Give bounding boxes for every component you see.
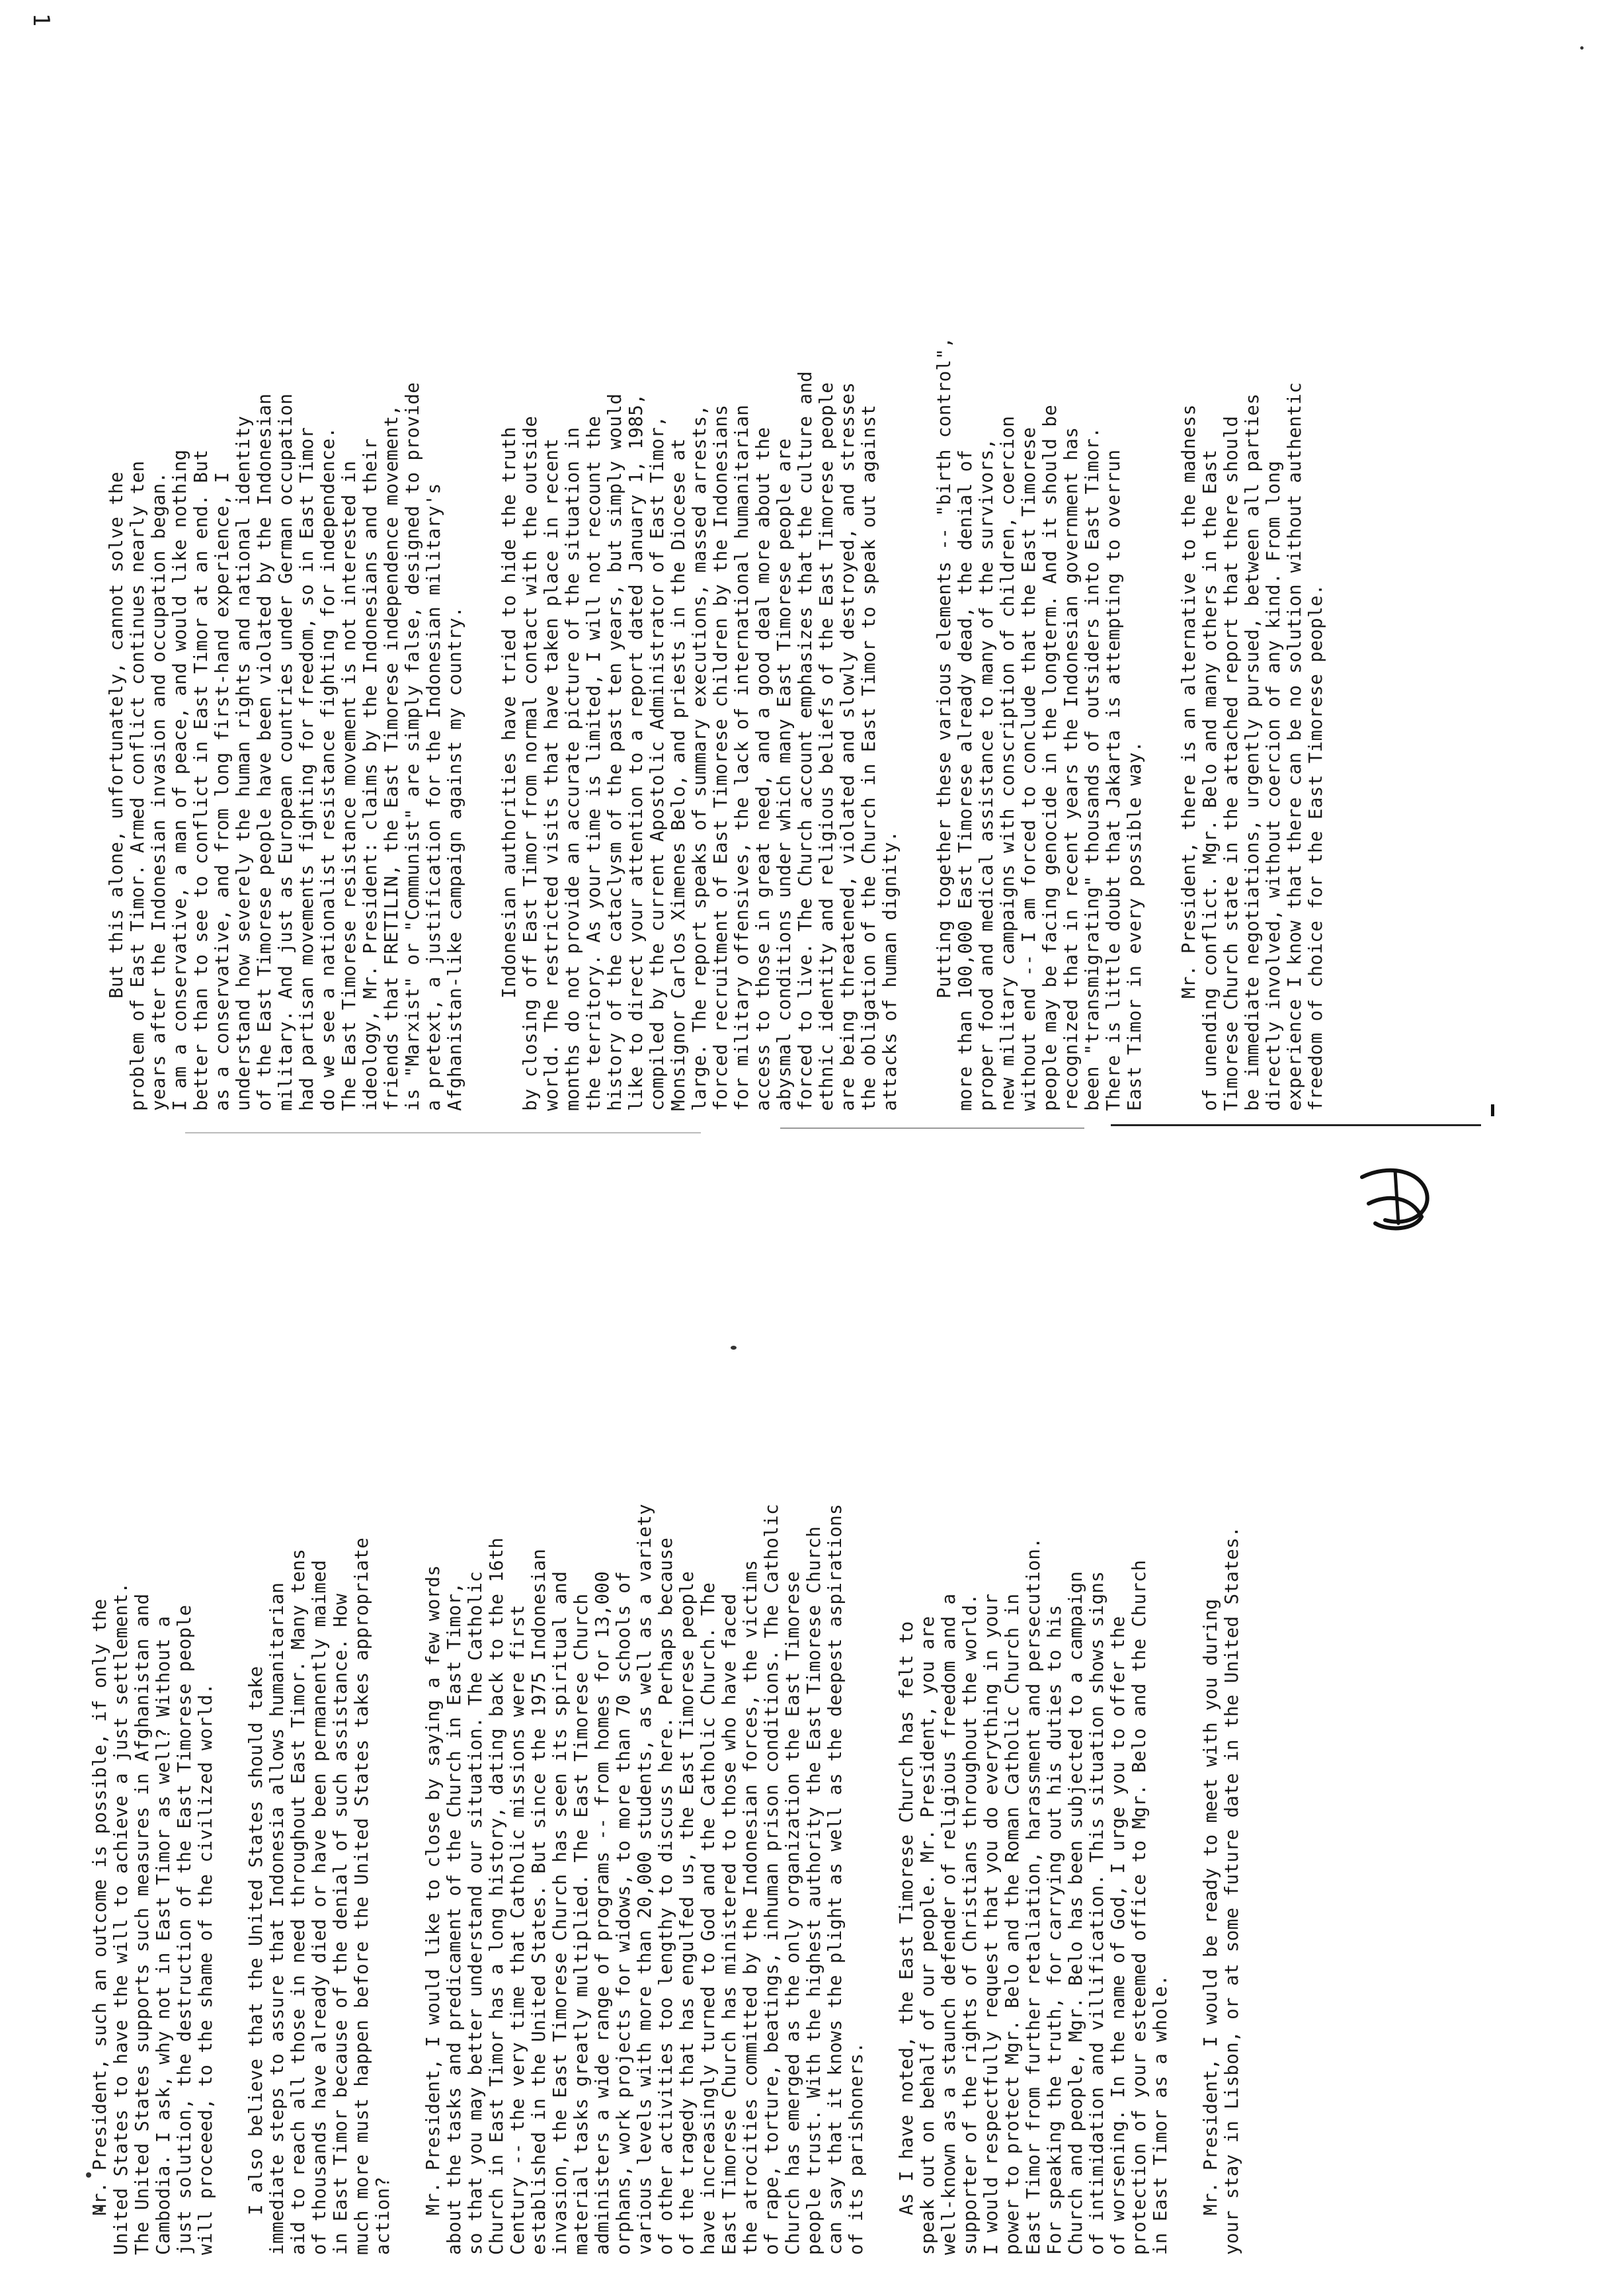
paragraph-humanitarian-aid: I also believe that the United States should take immediate steps to assure that Indonesia allows humanitarian aid to reach all those in need throughout East Timor. Many tens of thousands have already died or have been permanently maimed in East Timor because of the denial of such assistance. How much more must happen before the United States takes appropriate action? xyxy=(245,1537,393,2255)
upper-text-section xyxy=(13,0,1326,1118)
section-divider-faint xyxy=(780,1128,1084,1129)
lower-text-section xyxy=(13,1144,1242,2262)
paragraph-restricted-access: Indonesian authorities have tried to hide the truth by closing off East Timor from normal contact with the outside world. The restricted visits that have taken place in recent months do not provide an accurate picture of the situation in the territory. As your time is limited, I will not recount the history of the cataclysm of the past ten years, but simply would like to direct your attention to a report dated January 1, 1985, compiled by the current Apostolic Administrator of East Timor, Monsignor Carlos Ximenes Belo, and priests in the Diocese at large. The report speaks of summary executions, massed arrests, forced recruitment of East Timorese children by the Indonesians for military offensives, the lack of international humanitarian access to those in great need, and a good deal more about the abysmal conditions under which many East Timorese people are forced to live. The Church account emphasizes that the culture and ethnic identity and religious beliefs of the East Timorese people are being threatened, violated and slowly destroyed, and stresses the obligation of the Church in East Timor to speak out against attacks of human dignity. xyxy=(499,370,901,1111)
paragraph-settlement: Mr. President, such an outcome is possible, if only the United States to have the will to achieve a just settlement. The United States supports such measures in Afghanistan and Cambodia. I ask, why not in East Timor as well? Without a just solution, the destruction of the East Timorese people will proceeed, to the shame of the civilized world. xyxy=(89,1582,216,2255)
paragraph-alternative: Mr. President, there is an alternative to the madness of unending conflict. Mgr. Belo and many others in the East Timorese Church state in the attached report that there should be immediate negotiations, urgently pursued, between all parties directly involved, without coercion of any kind. From long experience I know that there can be no solution without authentic freedom of choice for the East Timorese people. xyxy=(1178,382,1326,1111)
lower-text-column xyxy=(89,1164,1271,2255)
paragraph-protection-request: As I have noted, the East Timorese Church has felt to speak out on behalf of our people. Mr. President, you are well-known as a staunch defender of religious freedom and a supporter of the rights of Christians throughout the world. I would respectfully request that you do everything in your power to protect Mgr. Belo and the Roman Catholic Church in East Timor from further retaliation, harassment and persecution. For speaking the truth, for carrying out his duties to his Church and people, Mgr. Belo has been subjected to a campaign of intimidation and villification. This situation shows signs of worsening. In the name of God, I urge you to offer the protection of your esteemed office to Mgr. Belo and the Church in East Timor as a whole. xyxy=(896,1537,1171,2255)
paragraph-genocide: Putting together these various elements -- "birth control", more than 100,000 East Timorese already dead, the denial of proper food and medical assistance to many of the survivors, new military campaigns with conscription of children, coercion without end -- I am forced to conclude that the East Timorese people may be facing genocide in the longterm. And it should be recognized that in recent years the Indonesian government has been "transmigrating" thousands of outsiders into East Timor. There is little doubt that Jakarta is attempting to overrun East Timor in every possible way. xyxy=(934,337,1145,1111)
section-divider-left xyxy=(185,1132,701,1133)
paragraph-meeting: Mr. President, I would be ready to meet with you during your stay in Lisbon, or at some future date in the United States. xyxy=(1200,1526,1242,2255)
handwritten-initials xyxy=(1349,1157,1441,1237)
paragraph-resistance: But this alone, unfortunately, cannot solve the problem of East Timor. Armed conflict continues nearly ten years after the Indonesian invasion and occupation began. I am a conservative, a man of peace, and would like nothing better than to see to conflict in East Timor at an end. But as a conservative, and from long first-hand experience, I understand how severely the human rights and national identity of the East Timorese people have been violated by the Indonesian military. And just as European countries under German occupation had partisan movements fighting for freedom, so in East Timor do we see a nationalist resistance fighting for independence. The East Timorese resistance movement is not interested in ideology, Mr. President: claims by the Indonesians and their friends that FRETILIN, the East Timorese independence movement, is "Marxist" or "Communist" are simply false, designed to provide a pretext, a justification for the Indonesian military's Afghanistan-like campaign against my country. xyxy=(106,382,465,1111)
divider-tick xyxy=(1491,1104,1494,1116)
paragraph-church-history: Mr. President, I would like to close by saying a few words about the tasks and predicament of the Church in East Timor, so that you may better understand our situation. The Catholic Church in East Timor has a long history, dating back to the 16th Century -- the very time that Catholic missions were first established in the United States. But since the 1975 Indonesian invasion, the East Timorese Church has seen its spiritual and material tasks greatly multiplied. The East Timorese Church administers a wide range of programs -- from homes for 13,000 orphans, work projects for widows, to more than 70 schools of various levels with more than 20,000 students, as well as a variety of other activities too lengthy to discuss here. Perhaps because of the tragedy that has engulfed us, the East Timorese people have increasingly turned to God and the Catholic Church. The East Timorese Church has ministered to those who have faced the atrocities committed by the Indonesian forces, the victims of rape, torture, beatings, inhuman prison conditions. The Catholic Church has emerged as the only organization the East Timorese people trust. With the highest authority the East Timorese Church can say that it knows the plight as well as the deepest aspirations of its parishoners. xyxy=(422,1503,867,2255)
upper-text-column xyxy=(106,198,1359,1111)
page-mark: 1 xyxy=(28,13,55,27)
scan-speck xyxy=(1580,46,1584,50)
section-divider xyxy=(1111,1124,1481,1126)
